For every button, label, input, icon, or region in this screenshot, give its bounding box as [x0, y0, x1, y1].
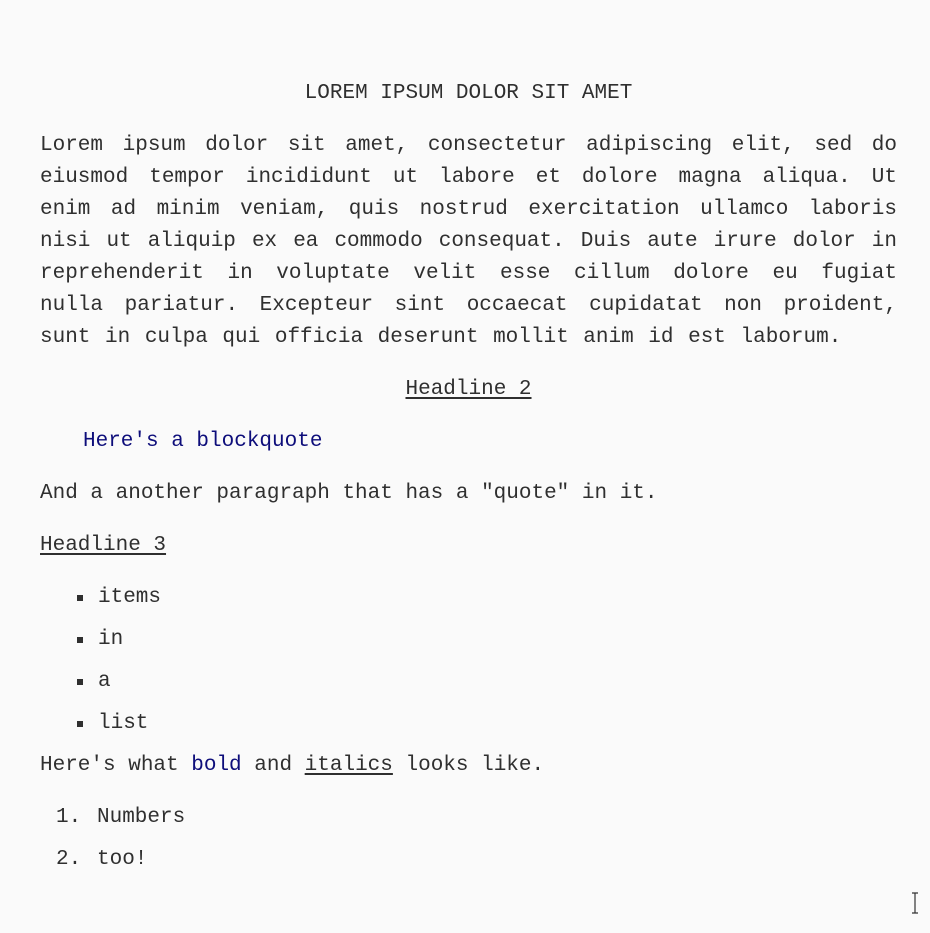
bullet-list: [40, 584, 897, 738]
list-item: [40, 710, 897, 738]
paragraph-lorem: Lorem ipsum dolor sit amet, consectetur adipiscing elit, sed do eiusmod tempor incididunt ut labore et dolore magna aliqua. Ut enim ad minim veniam, quis nostrud exercitation ullamco laboris nisi ut aliquip ex ea commodo consequat. Duis aute irure dolor in reprehenderit in voluptate velit esse cillum dolore eu fugiat nulla pariatur. Excepteur sint occaecat cupidatat non proident, sunt in culpa qui officia deserunt mollit anim id est laborum.: [40, 134, 897, 349]
numbered-list: [40, 804, 897, 874]
paragraph-quote: And a another paragraph that has a "quote" in it.: [40, 482, 658, 505]
bold-text: bold: [191, 754, 242, 777]
blockquote: Here's a blockquote: [83, 430, 323, 453]
headline-3: Headline 3: [40, 534, 167, 557]
paragraph-formatting: [40, 752, 897, 780]
text-middle: and: [241, 754, 305, 777]
list-number: 2.: [56, 848, 82, 871]
text-cursor-icon: [910, 892, 920, 914]
list-item-text: Numbers: [97, 806, 186, 829]
bullet-square-icon: [77, 595, 83, 601]
list-item: [40, 584, 897, 612]
list-number: 1.: [56, 806, 82, 829]
bullet-square-icon: [77, 721, 83, 727]
page-title: LOREM IPSUM DOLOR SIT AMET: [304, 82, 633, 105]
headline-2: Headline 2: [405, 378, 532, 401]
list-item: [40, 804, 897, 832]
list-item-text: in: [98, 628, 124, 651]
list-item: [40, 846, 897, 874]
list-item-text: list: [98, 712, 149, 735]
list-item-text: a: [98, 670, 111, 693]
list-item: [40, 626, 897, 654]
bullet-square-icon: [77, 637, 83, 643]
list-item-text: too!: [97, 848, 148, 871]
list-item: [40, 668, 897, 696]
text-before: Here's what: [40, 754, 192, 777]
text-after: looks like.: [392, 754, 545, 777]
list-item-text: items: [98, 586, 162, 609]
document-page[interactable]: [40, 80, 897, 888]
italics-text: italics: [304, 754, 393, 777]
bullet-square-icon: [77, 679, 83, 685]
